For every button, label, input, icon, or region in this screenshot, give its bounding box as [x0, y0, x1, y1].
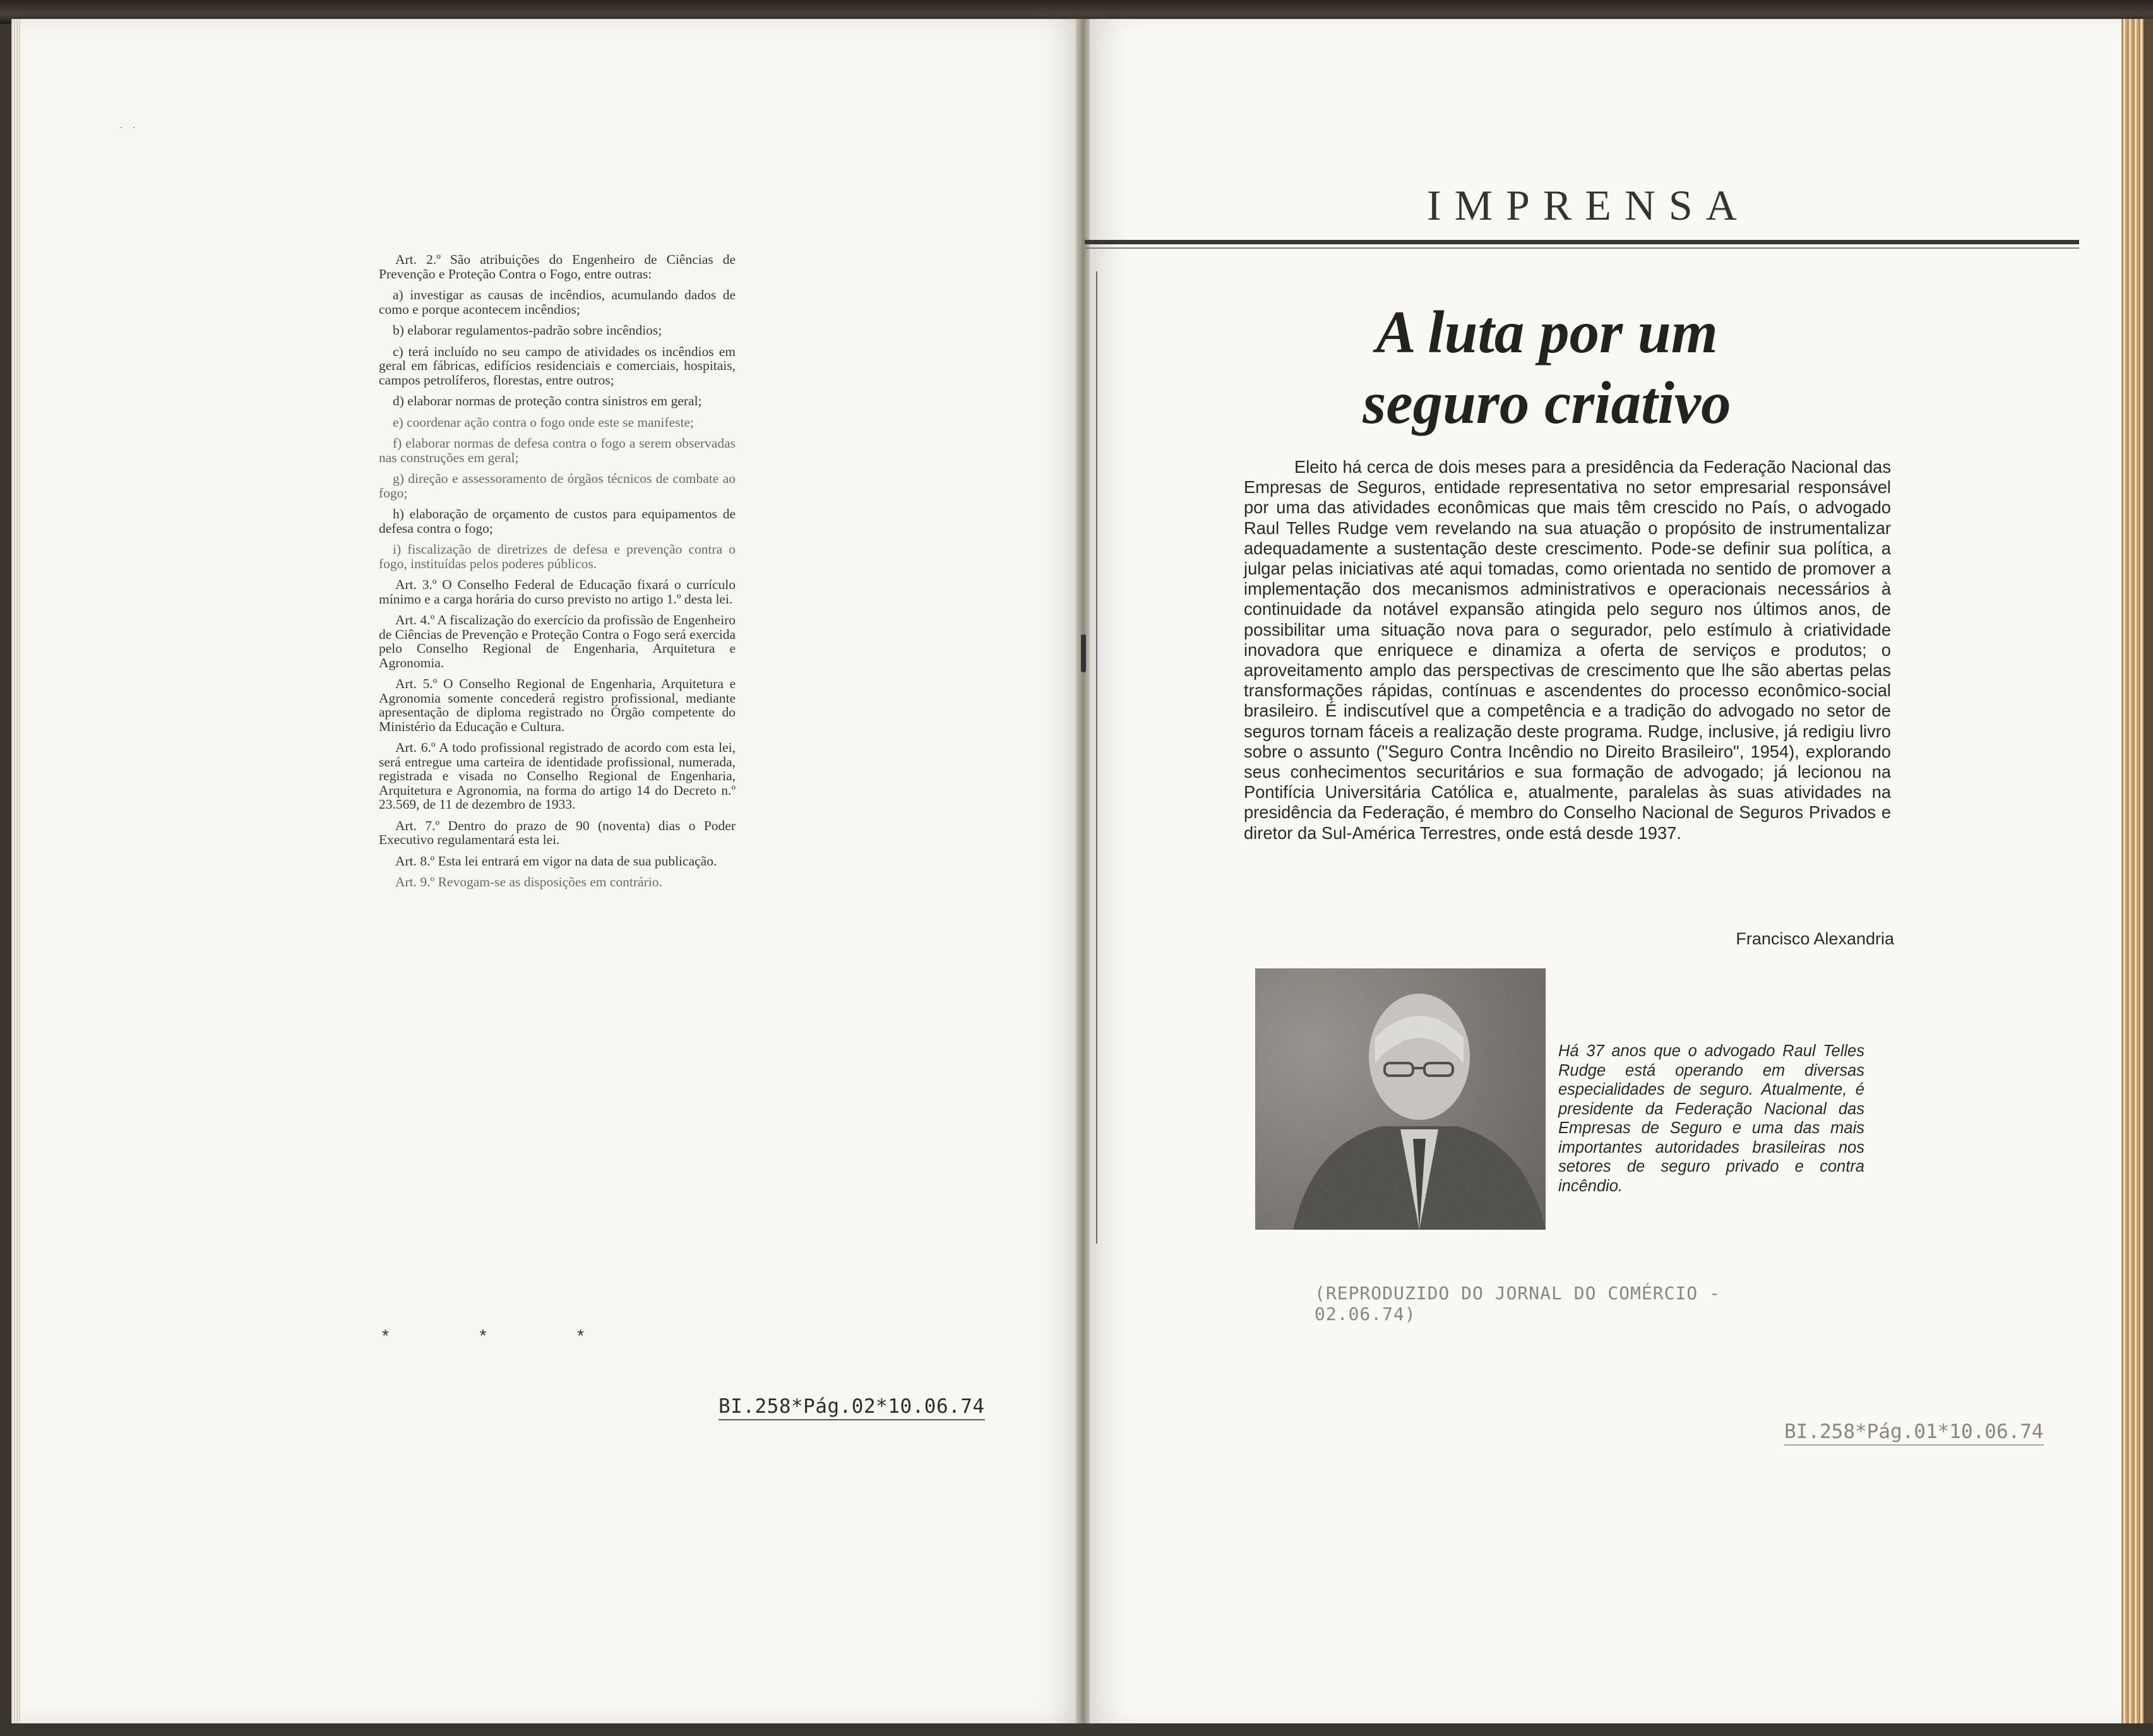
star-3: * [577, 1326, 584, 1345]
article-6: Art. 6.º A todo profissional registrado de acordo com esta lei, será entregue uma carteira de identidade profissional, numerada, registrada e visada no Conselho Regional de Engenharia, Arquitetura e Agronomia, na forma do artigo 14 do Decreto n.º 23.569, de 11 de dezembro de 1933. [379, 740, 736, 812]
article-2-item-c: c) terá incluído no seu campo de atividades os incêndios em geral em fábricas, edifícios residenciais e comerciais, hospitais, campos petrolíferos, florestas, entre outros; [379, 343, 736, 388]
article-2-item-i: i) fiscalização de diretrizes de defesa e prevenção contra o fogo, instituídas pelos poderes públicos. [379, 542, 736, 571]
article-4: Art. 4.º A fiscalização do exercício da profissão de Engenheiro de Ciências de Prevenção e Proteção Contra o Fogo será exercida pelo Conselho Regional de Engenharia, Arquitetura e Agronomia. [379, 612, 736, 670]
article-3: Art. 3.º O Conselho Federal de Educação fixará o currículo mínimo e a carga horária do curso previsto no artigo 1.º desta lei. [379, 577, 736, 607]
section-separator-stars [382, 1326, 584, 1346]
section-title: IMPRENSA [1427, 181, 1750, 229]
article-2-item-b: b) elaborar regulamentos-padrão sobre incêndios; [393, 323, 662, 338]
article-2-item-e: e) coordenar ação contra o fogo onde este se manifeste; [393, 414, 694, 430]
headline-line-1: A luta por um [1376, 299, 1718, 366]
article-2-item-f: f) elaborar normas de defesa contra o fogo a serem observadas nas construções em geral; [379, 436, 736, 465]
article-2-item-d: d) elaborar normas de proteção contra sinistros em geral; [393, 393, 702, 408]
photo-caption: Há 37 anos que o advogado Raul Telles Rudge está operando em diversas especialidades de seguro. Atualmente, é presidente da Federação Nacional das Empresas de Seguro e uma das mais importantes autoridades brasileiras nos setores de seguro privado e contra incêndio. [1558, 1042, 1864, 1195]
binding-mark [1081, 634, 1086, 672]
header-rule [1085, 240, 2079, 244]
star-2: * [479, 1326, 487, 1345]
article-headline [1326, 297, 1768, 438]
left-page-footer: BI.258*Pág.02*10.06.74 [719, 1395, 985, 1420]
article-7: Art. 7.º Dentro do prazo de 90 (noventa) dias o Poder Executivo regulamentará esta lei. [379, 817, 736, 847]
law-articles-column [379, 253, 736, 896]
source-note: (REPRODUZIDO DO JORNAL DO COMÉRCIO - 02.06.74) [1315, 1283, 1721, 1324]
right-page [1090, 19, 2125, 1723]
left-page-edge [11, 19, 20, 1723]
portrait-photo-graphic [1255, 968, 1546, 1230]
article-8: Art. 8.º Esta lei entrará em vigor na data de sua publicação. [395, 853, 717, 869]
star-1: * [382, 1326, 389, 1345]
book-edge-strip [2144, 19, 2153, 1723]
article-5: Art. 5.º O Conselho Regional de Engenharia, Arquitetura e Agronomia somente concederá registro profissional, mediante apresentação de diploma registrado no Órgão competente do Ministério da Educação e Cultura. [379, 676, 736, 734]
header-rule-thin [1085, 247, 2079, 249]
headline-line-2: seguro criativo [1363, 369, 1731, 436]
column-side-rule [1096, 271, 1097, 1244]
article-paragraph: Eleito há cerca de dois meses para a presidência da Federação Nacional das Empresas de Seguros, entidade representativa no setor empresarial responsável por uma das atividades econômicas que mais têm crescido no País, o advogado Raul Telles Rudge vem revelando na sua atuação o propósito de instrumentalizar adequadamente a sustentação deste crescimento. Pode-se definir sua política, a julgar pelas iniciativas até aqui tomadas, como orientada no sentido de promover a implementação dos mecanismos administrativos e operacionais necessários à continuidade da notável expansão atingida pelo seguro nos últimos anos, de possibilitar uma situação nova para o segurador, pelo estímulo à criatividade inovadora que enriquece e dinamiza a oferta de serviços e produtos; o aproveitamento amplo das perspectivas de crescimento que lhe são abertas pelas transformações rápidas, contínuas e ascendentes do processo econômico-social brasileiro. É indiscutível que a competência e a tradição do advogado no setor de seguros tornam fáceis a realização deste programa. Rudge, inclusive, já redigiu livro sobre o assunto ("Seguro Contra Incêndio no Direito Brasileiro", 1954), explorando seus conhecimentos securitários e sua formação de advogado; já lecionou na Pontifícia Universitária Católica e, atualmente, paralelas às suas atividades na presidência da Federação, é membro do Conselho Nacional de Seguros Privados e diretor da Sul-América Terrestres, onde está desde 1937. [1244, 457, 1891, 843]
book-gutter [1076, 19, 1091, 1723]
article-2-item-g: g) direção e assessoramento de órgãos técnicos de combate ao fogo; [379, 471, 736, 501]
article-byline: Francisco Alexandria [1736, 929, 1894, 948]
right-page-footer: BI.258*Pág.01*10.06.74 [1784, 1420, 2044, 1446]
article-2: Art. 2.º São atribuições do Engenheiro de Ciências de Prevenção e Proteção Contra o Fogo, entre outras: [379, 252, 736, 282]
article-2-item-h: h) elaboração de orçamento de custos para equipamentos de defesa contra o fogo; [379, 506, 736, 536]
article-9: Art. 9.º Revogam-se as disposições em contrário. [395, 874, 662, 889]
article-2-item-a: a) investigar as causas de incêndios, acumulando dados de como e porque acontecem incêndios; [379, 287, 736, 317]
article-body [1244, 457, 1891, 843]
portrait-photo [1255, 968, 1546, 1230]
page-marks: . . [120, 120, 139, 131]
